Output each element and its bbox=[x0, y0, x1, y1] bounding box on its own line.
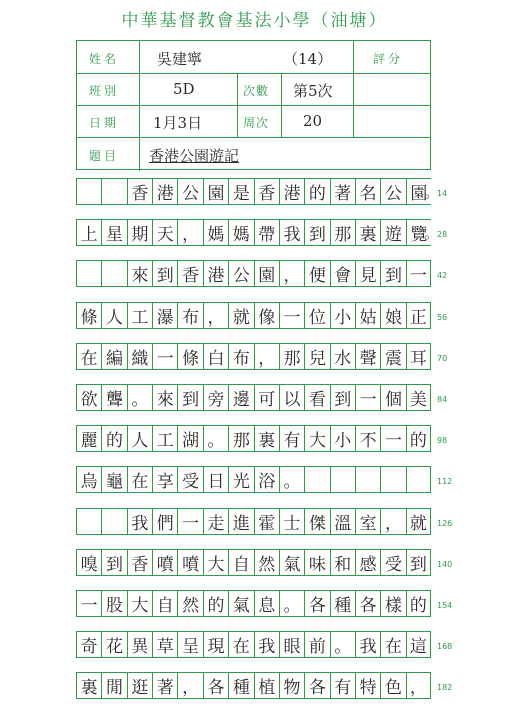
grid-cell: 媽 bbox=[203, 220, 228, 245]
grid-cell: 的 bbox=[203, 591, 228, 616]
grid-cell: 人 bbox=[101, 303, 126, 328]
grid-cell: 植 bbox=[254, 673, 279, 698]
grid-cell: 媽 bbox=[228, 220, 253, 245]
character-count: 42 bbox=[437, 271, 448, 281]
grid-cell: 到 bbox=[101, 550, 126, 575]
grid-cell: 。 bbox=[330, 632, 355, 657]
grid-row bbox=[76, 260, 431, 287]
grid-cell: 有 bbox=[279, 426, 304, 451]
grid-cell: 走 bbox=[203, 509, 228, 534]
date-label: 日期 bbox=[89, 116, 120, 130]
class-number: （14） bbox=[283, 50, 333, 68]
grid-cell: 名 bbox=[355, 179, 380, 204]
grid-cell: 正 bbox=[406, 303, 431, 328]
character-count: 98 bbox=[437, 436, 448, 446]
grid-cell: 公 bbox=[380, 179, 405, 204]
grid-cell bbox=[330, 467, 355, 492]
grid-cell: 一 bbox=[380, 426, 405, 451]
topic-value: 香港公園遊記 bbox=[149, 147, 240, 165]
grid-cell: 到 bbox=[406, 550, 431, 575]
character-count: 140 bbox=[437, 559, 453, 569]
grid-cell: 奇 bbox=[76, 632, 101, 657]
grid-cell: 聾 bbox=[101, 385, 126, 410]
grid-row bbox=[76, 672, 431, 699]
times-label: 次數 bbox=[243, 84, 270, 98]
grid-cell: 噴 bbox=[152, 550, 177, 575]
grid-cell: 們 bbox=[152, 509, 177, 534]
grid-cell: 到 bbox=[304, 220, 329, 245]
grid-cell: 大 bbox=[127, 591, 152, 616]
grid-cell: 到 bbox=[330, 385, 355, 410]
grid-row bbox=[76, 384, 431, 411]
student-info-table bbox=[76, 40, 431, 170]
grid-cell: ， bbox=[279, 261, 304, 286]
grid-cell: 自 bbox=[228, 550, 253, 575]
grid-cell: 就 bbox=[406, 509, 431, 534]
grid-cell: 著 bbox=[330, 179, 355, 204]
grid-cell: 各 bbox=[203, 673, 228, 698]
grid-cell: 我 bbox=[355, 632, 380, 657]
grid-cell: 麗 bbox=[76, 426, 101, 451]
grid-cell: 感 bbox=[355, 550, 380, 575]
grid-cell: 大 bbox=[203, 550, 228, 575]
grid-cell: 不 bbox=[355, 426, 380, 451]
grid-cell: 小 bbox=[330, 426, 355, 451]
grid-cell: 港 bbox=[203, 261, 228, 286]
character-count: 112 bbox=[437, 477, 453, 487]
grid-cell: 物 bbox=[279, 673, 304, 698]
grid-cell: 龜 bbox=[101, 467, 126, 492]
grid-cell: 旁 bbox=[203, 385, 228, 410]
grid-row bbox=[76, 466, 431, 493]
grid-cell: 股 bbox=[101, 591, 126, 616]
grid-cell: ， bbox=[254, 344, 279, 369]
grid-cell: 聲 bbox=[355, 344, 380, 369]
grid-row bbox=[76, 178, 439, 205]
grid-cell: 種 bbox=[228, 673, 253, 698]
grid-cell: 現 bbox=[203, 632, 228, 657]
grid-cell: 便 bbox=[304, 261, 329, 286]
grid-cell: ， bbox=[177, 673, 202, 698]
grid-cell: 溫 bbox=[330, 509, 355, 534]
grid-cell bbox=[76, 261, 101, 286]
grid-cell: 在 bbox=[228, 632, 253, 657]
grid-cell: 兒 bbox=[304, 344, 329, 369]
grid-cell: 一 bbox=[152, 344, 177, 369]
grid-cell: 。 bbox=[279, 467, 304, 492]
grid-cell: 水 bbox=[330, 344, 355, 369]
grid-cell: 受 bbox=[177, 467, 202, 492]
character-count: 154 bbox=[437, 601, 453, 610]
grid-cell: 公 bbox=[228, 261, 253, 286]
grid-cell: 異 bbox=[127, 632, 152, 657]
character-count: 70 bbox=[437, 353, 448, 363]
grid-cell: 港 bbox=[279, 179, 304, 204]
grid-cell: 條 bbox=[177, 344, 202, 369]
grid-cell bbox=[76, 509, 101, 534]
grid-cell: 日 bbox=[203, 467, 228, 492]
grid-cell: 色 bbox=[380, 673, 405, 698]
grid-cell: 編 bbox=[101, 344, 126, 369]
overflow-punctuation: 。 bbox=[423, 183, 439, 201]
grid-cell: 欲 bbox=[76, 385, 101, 410]
grid-cell: 一 bbox=[76, 591, 101, 616]
grid-cell: 。 bbox=[279, 591, 304, 616]
grid-cell: 香 bbox=[127, 179, 152, 204]
grid-cell: 來 bbox=[127, 261, 152, 286]
grid-cell: 園 bbox=[254, 261, 279, 286]
grid-cell: 的 bbox=[304, 179, 329, 204]
grid-cell bbox=[76, 179, 101, 204]
grid-cell: 然 bbox=[177, 591, 202, 616]
grid-cell: 見 bbox=[355, 261, 380, 286]
grid-cell: 那 bbox=[330, 220, 355, 245]
grid-cell: 那 bbox=[228, 426, 253, 451]
grid-cell: 在 bbox=[127, 467, 152, 492]
grid-cell: 各 bbox=[304, 591, 329, 616]
grid-cell bbox=[101, 179, 126, 204]
grid-row bbox=[76, 343, 431, 370]
grid-cell: 氣 bbox=[279, 550, 304, 575]
character-count: 168 bbox=[437, 642, 453, 652]
grid-cell: 受 bbox=[380, 550, 405, 575]
score-label: 評分 bbox=[373, 52, 404, 66]
grid-cell: 上 bbox=[76, 220, 101, 245]
overflow-punctuation: 。 bbox=[423, 224, 439, 243]
grid-cell: 帶 bbox=[254, 220, 279, 245]
grid-cell: 布 bbox=[177, 303, 202, 328]
grid-row bbox=[76, 219, 439, 246]
grid-cell: 氣 bbox=[228, 591, 253, 616]
grid-cell: 烏 bbox=[76, 467, 101, 492]
grid-cell: 白 bbox=[203, 344, 228, 369]
grid-cell: 各 bbox=[355, 591, 380, 616]
grid-cell: 的 bbox=[406, 591, 431, 616]
class-value: 5D bbox=[173, 80, 195, 98]
grid-cell: 邊 bbox=[228, 385, 253, 410]
grid-cell: 逛 bbox=[127, 673, 152, 698]
grid-cell bbox=[304, 467, 329, 492]
grid-cell: 我 bbox=[127, 509, 152, 534]
grid-cell: 就 bbox=[228, 303, 253, 328]
grid-cell: 來 bbox=[152, 385, 177, 410]
grid-row bbox=[76, 549, 431, 576]
name-value: 吳建寧 bbox=[157, 50, 203, 68]
grid-cell: 工 bbox=[152, 426, 177, 451]
grid-cell: 眼 bbox=[279, 632, 304, 657]
grid-cell: 耳 bbox=[406, 344, 431, 369]
grid-cell: 遊 bbox=[380, 220, 405, 245]
grid-cell: 噴 bbox=[177, 550, 202, 575]
grid-cell: 到 bbox=[380, 261, 405, 286]
grid-cell: 可 bbox=[254, 385, 279, 410]
grid-cell: 是 bbox=[228, 179, 253, 204]
grid-cell: 以 bbox=[279, 385, 304, 410]
grid-cell: 園 bbox=[203, 179, 228, 204]
grid-cell: ， bbox=[203, 303, 228, 328]
grid-cell: 像 bbox=[254, 303, 279, 328]
school-title: 中華基督教會基法小學（油塘） bbox=[121, 11, 388, 31]
grid-cell: 看 bbox=[304, 385, 329, 410]
grid-cell: 裏 bbox=[355, 220, 380, 245]
grid-cell: 。 bbox=[203, 426, 228, 451]
character-count: 182 bbox=[437, 683, 453, 693]
grid-cell: 會 bbox=[330, 261, 355, 286]
character-count: 28 bbox=[437, 230, 448, 240]
grid-cell: 室 bbox=[355, 509, 380, 534]
grid-cell: 到 bbox=[152, 261, 177, 286]
grid-cell: 我 bbox=[254, 632, 279, 657]
character-count: 84 bbox=[437, 395, 448, 404]
grid-cell: 享 bbox=[152, 467, 177, 492]
grid-cell: 特 bbox=[355, 673, 380, 698]
grid-cell: 的 bbox=[406, 426, 431, 451]
grid-row bbox=[76, 508, 431, 535]
grid-cell: 大 bbox=[304, 426, 329, 451]
grid-cell: 的 bbox=[101, 426, 126, 451]
grid-cell bbox=[355, 467, 380, 492]
grid-cell: 著 bbox=[152, 673, 177, 698]
grid-cell: 嗅 bbox=[76, 550, 101, 575]
grid-cell: 息 bbox=[254, 591, 279, 616]
topic-label: 題目 bbox=[89, 149, 120, 163]
grid-cell bbox=[101, 261, 126, 286]
grid-cell: 浴 bbox=[254, 467, 279, 492]
grid-cell: 覽 bbox=[406, 220, 431, 245]
character-count: 56 bbox=[437, 312, 448, 322]
grid-cell: 香 bbox=[254, 179, 279, 204]
grid-cell: 一 bbox=[279, 303, 304, 328]
grid-cell: 瀑 bbox=[152, 303, 177, 328]
grid-cell: 裏 bbox=[76, 673, 101, 698]
grid-cell: 光 bbox=[228, 467, 253, 492]
grid-cell: 園 bbox=[406, 179, 431, 204]
grid-cell: 味 bbox=[304, 550, 329, 575]
name-label: 姓名 bbox=[89, 52, 120, 66]
grid-cell: 期 bbox=[127, 220, 152, 245]
grid-cell: 香 bbox=[127, 550, 152, 575]
date-value: 1月3日 bbox=[153, 114, 203, 132]
grid-cell: 美 bbox=[406, 385, 431, 410]
grid-row bbox=[76, 590, 431, 617]
grid-cell: 閒 bbox=[101, 673, 126, 698]
grid-cell: 士 bbox=[279, 509, 304, 534]
grid-row bbox=[76, 425, 431, 452]
grid-cell: 港 bbox=[152, 179, 177, 204]
grid-cell: 人 bbox=[127, 426, 152, 451]
grid-cell: 位 bbox=[304, 303, 329, 328]
grid-cell bbox=[406, 467, 431, 492]
grid-cell: 織 bbox=[127, 344, 152, 369]
grid-cell bbox=[380, 467, 405, 492]
grid-cell: 一 bbox=[177, 509, 202, 534]
grid-cell: ， bbox=[380, 509, 405, 534]
grid-cell: 進 bbox=[228, 509, 253, 534]
grid-cell: 種 bbox=[330, 591, 355, 616]
grid-cell: 前 bbox=[304, 632, 329, 657]
grid-cell: 在 bbox=[380, 632, 405, 657]
grid-cell: 有 bbox=[330, 673, 355, 698]
grid-cell: 一 bbox=[355, 385, 380, 410]
grid-cell: 我 bbox=[279, 220, 304, 245]
grid-cell: 各 bbox=[304, 673, 329, 698]
grid-cell: 條 bbox=[76, 303, 101, 328]
grid-cell: 湖 bbox=[177, 426, 202, 451]
grid-cell: 娘 bbox=[380, 303, 405, 328]
week-value: 20 bbox=[303, 112, 323, 130]
grid-cell: 自 bbox=[152, 591, 177, 616]
grid-cell: 姑 bbox=[355, 303, 380, 328]
grid-cell: 小 bbox=[330, 303, 355, 328]
grid-cell: 星 bbox=[101, 220, 126, 245]
grid-cell: 這 bbox=[406, 632, 431, 657]
week-label: 周次 bbox=[243, 116, 270, 130]
grid-cell: 香 bbox=[177, 261, 202, 286]
grid-cell: 在 bbox=[76, 344, 101, 369]
grid-cell: 樣 bbox=[380, 591, 405, 616]
character-count: 14 bbox=[437, 189, 448, 198]
grid-cell: 震 bbox=[380, 344, 405, 369]
grid-row bbox=[76, 631, 431, 658]
grid-cell: ， bbox=[177, 220, 202, 245]
grid-cell: 那 bbox=[279, 344, 304, 369]
character-count: 126 bbox=[437, 518, 453, 528]
grid-cell: 草 bbox=[152, 632, 177, 657]
grid-cell: 傑 bbox=[304, 509, 329, 534]
grid-cell bbox=[101, 509, 126, 534]
grid-cell: 公 bbox=[177, 179, 202, 204]
grid-cell: 和 bbox=[330, 550, 355, 575]
grid-cell: 裏 bbox=[254, 426, 279, 451]
grid-cell: 布 bbox=[228, 344, 253, 369]
grid-cell: 天 bbox=[152, 220, 177, 245]
grid-cell: 到 bbox=[177, 385, 202, 410]
grid-cell: 工 bbox=[127, 303, 152, 328]
grid-row bbox=[76, 302, 431, 329]
grid-cell: 霍 bbox=[254, 509, 279, 534]
grid-cell: 一 bbox=[406, 261, 431, 286]
grid-cell: 花 bbox=[101, 632, 126, 657]
grid-cell: 呈 bbox=[177, 632, 202, 657]
grid-cell: 然 bbox=[254, 550, 279, 575]
grid-cell: ， bbox=[406, 673, 431, 698]
times-value: 第5次 bbox=[293, 82, 333, 100]
grid-cell: 。 bbox=[127, 385, 152, 410]
class-label: 班別 bbox=[89, 84, 120, 98]
grid-cell: 個 bbox=[380, 385, 405, 410]
